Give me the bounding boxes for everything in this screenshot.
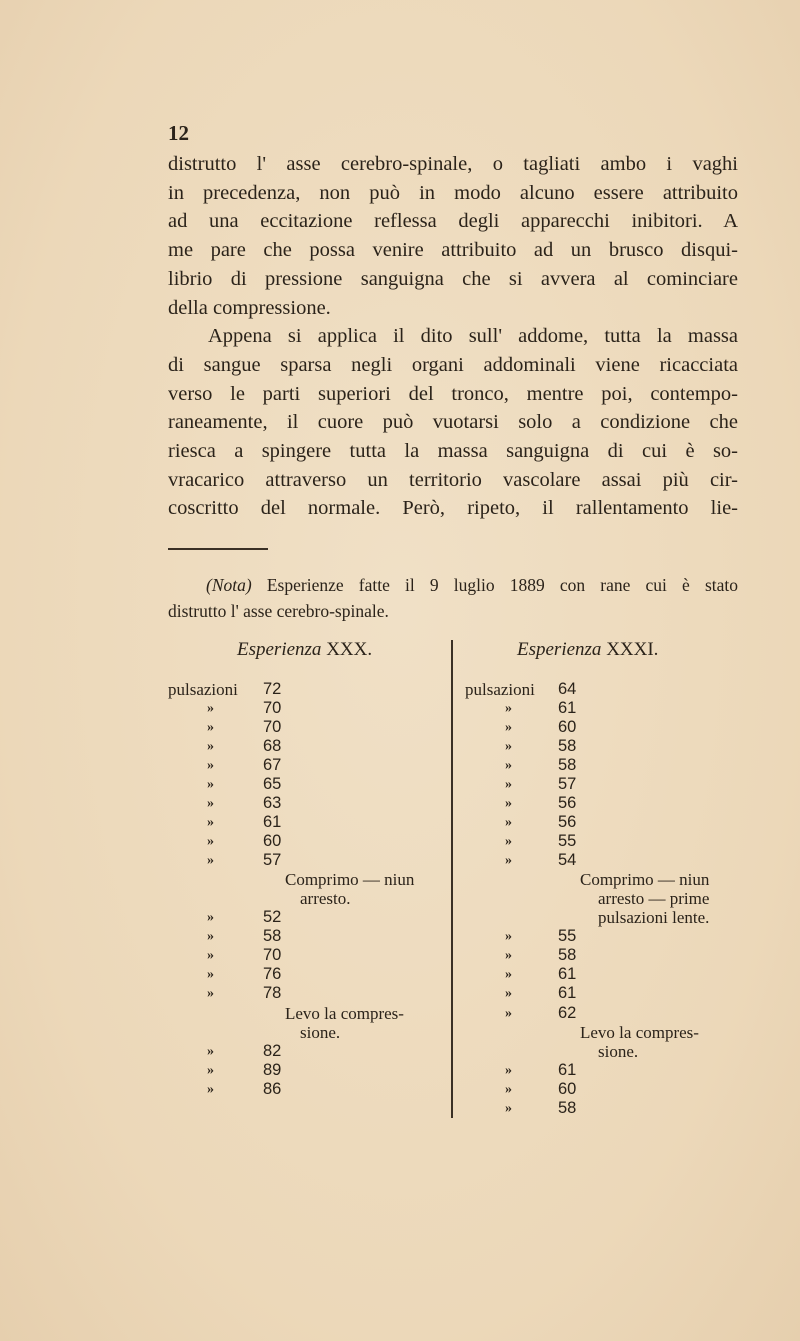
ditto-mark: » [505, 967, 512, 983]
pulse-value: 82 [263, 1041, 282, 1060]
pulse-value: 54 [558, 851, 577, 870]
ditto-mark: » [505, 986, 512, 1002]
experiment-xxx-title [237, 639, 372, 661]
row-label: pulsazioni [168, 680, 238, 699]
pulse-value: 86 [263, 1079, 282, 1098]
pulse-value: 76 [263, 965, 282, 984]
pulse-value: 60 [558, 1079, 577, 1098]
ditto-mark: » [207, 815, 214, 831]
ditto-mark: » [207, 796, 214, 812]
pulse-value: 89 [263, 1060, 282, 1079]
ditto-mark: » [505, 777, 512, 793]
pulse-value: 55 [558, 832, 577, 851]
pulse-value: 60 [263, 832, 282, 851]
ditto-mark: » [505, 1005, 512, 1021]
pulse-value: 64 [558, 680, 577, 698]
ditto-mark: » [207, 967, 214, 983]
pulse-value: 68 [263, 737, 282, 756]
ditto-mark: » [207, 1062, 214, 1078]
body-line: ad una eccitazione reflessa degli apparecchi inibitori. A [168, 210, 738, 233]
annotation-line: arresto — prime [598, 889, 710, 909]
pulse-value: 70 [263, 946, 282, 965]
ditto-mark: » [207, 701, 214, 717]
body-line: coscritto del normale. Però, ripeto, il rallentamento lie- [168, 497, 738, 520]
column-divider [451, 640, 453, 1118]
pulse-value: 61 [558, 965, 577, 984]
pulse-value: 70 [263, 718, 282, 737]
title-number: XXX. [326, 639, 373, 660]
ditto-mark: » [505, 758, 512, 774]
pulse-value: 58 [263, 927, 282, 946]
annotation-line: pulsazioni lente. [598, 908, 710, 928]
pulse-value: 58 [558, 1098, 577, 1117]
ditto-mark: » [505, 834, 512, 850]
ditto-mark: » [207, 720, 214, 736]
footnote-label: (Nota) [206, 575, 252, 595]
ditto-mark: » [505, 948, 512, 964]
page-number: 12 [168, 121, 189, 145]
body-line: vracarico attraverso un territorio vascolare assai più cir- [168, 468, 738, 491]
pulse-value: 58 [558, 756, 577, 775]
row-label: pulsazioni [465, 680, 535, 699]
body-line: distrutto l' asse cerebro-spinale, o tagliati ambo i vaghi [168, 153, 738, 175]
ditto-mark: » [505, 1100, 512, 1116]
footnote-line-1 [206, 573, 738, 597]
pulse-value: 52 [263, 908, 282, 927]
ditto-mark: » [505, 796, 512, 812]
pulse-value: 63 [263, 794, 282, 813]
pulse-value: 58 [558, 737, 577, 756]
title-italic: Esperienza [237, 639, 322, 660]
pulse-value: 55 [558, 927, 577, 946]
footnote-separator [168, 548, 268, 550]
pulse-value: 56 [558, 794, 577, 813]
body-line: verso le parti superiori del tronco, mentre poi, contempo- [168, 382, 738, 405]
pulse-value: 61 [558, 699, 577, 718]
annotation-line: arresto. [300, 889, 351, 909]
pulse-value: 62 [558, 1003, 577, 1022]
annotation-line: sione. [598, 1041, 639, 1061]
body-line: Appena si applica il dito sull' addome, tutta la massa [208, 325, 738, 348]
pulse-value: 57 [558, 775, 577, 794]
body-line: me pare che possa venire attribuito ad un brusco disqui- [168, 239, 738, 262]
pulse-value: 60 [558, 718, 577, 737]
pulse-value: 72 [263, 680, 282, 698]
title-italic: Esperienza [517, 639, 602, 660]
ditto-mark: » [505, 853, 512, 869]
pulse-value: 61 [558, 1060, 577, 1079]
pulse-value: 61 [558, 984, 577, 1003]
ditto-mark: » [207, 929, 214, 945]
pulse-value: 61 [263, 813, 282, 832]
pulse-value: 67 [263, 756, 282, 775]
ditto-mark: » [505, 1081, 512, 1097]
body-line: della compressione. [168, 296, 331, 319]
pulse-value: 78 [263, 984, 282, 1003]
ditto-mark: » [207, 739, 214, 755]
annotation-line: Levo la compres- [580, 1022, 699, 1042]
ditto-mark: » [207, 777, 214, 793]
ditto-mark: » [207, 853, 214, 869]
ditto-mark: » [207, 910, 214, 926]
body-line: in precedenza, non può in modo alcuno essere attribuito [168, 181, 738, 204]
body-line: librio di pressione sanguigna che si avvera al cominciare [168, 267, 738, 290]
ditto-mark: » [207, 1081, 214, 1097]
ditto-mark: » [207, 758, 214, 774]
experiment-xxxi-title [517, 639, 658, 661]
ditto-mark: » [505, 739, 512, 755]
pulse-value: 70 [263, 699, 282, 718]
title-number: XXXI. [606, 639, 659, 660]
footnote-line-2: distrutto l' asse cerebro-spinale. [168, 601, 389, 621]
annotation-line: Levo la compres- [285, 1003, 404, 1023]
annotation-line: Comprimo — niun [580, 870, 710, 890]
body-line: di sangue sparsa negli organi addominali viene ricacciata [168, 353, 738, 376]
ditto-mark: » [207, 986, 214, 1002]
annotation-line: Comprimo — niun [285, 870, 415, 890]
pulse-value: 65 [263, 775, 282, 794]
footnote-text: Esperienze fatte il 9 luglio 1889 con rane cui è stato [266, 575, 739, 595]
ditto-mark: » [505, 720, 512, 736]
annotation-line: sione. [300, 1022, 341, 1042]
body-line: raneamente, il cuore può vuotarsi solo a condizione che [168, 411, 738, 434]
ditto-mark: » [505, 929, 512, 945]
pulse-value: 56 [558, 813, 577, 832]
ditto-mark: » [207, 834, 214, 850]
ditto-mark: » [207, 948, 214, 964]
ditto-mark: » [207, 1043, 214, 1059]
ditto-mark: » [505, 701, 512, 717]
pulse-value: 57 [263, 851, 282, 870]
body-line: riesca a spingere tutta la massa sanguigna di cui è so- [168, 440, 738, 462]
ditto-mark: » [505, 815, 512, 831]
ditto-mark: » [505, 1062, 512, 1078]
pulse-value: 58 [558, 946, 577, 965]
